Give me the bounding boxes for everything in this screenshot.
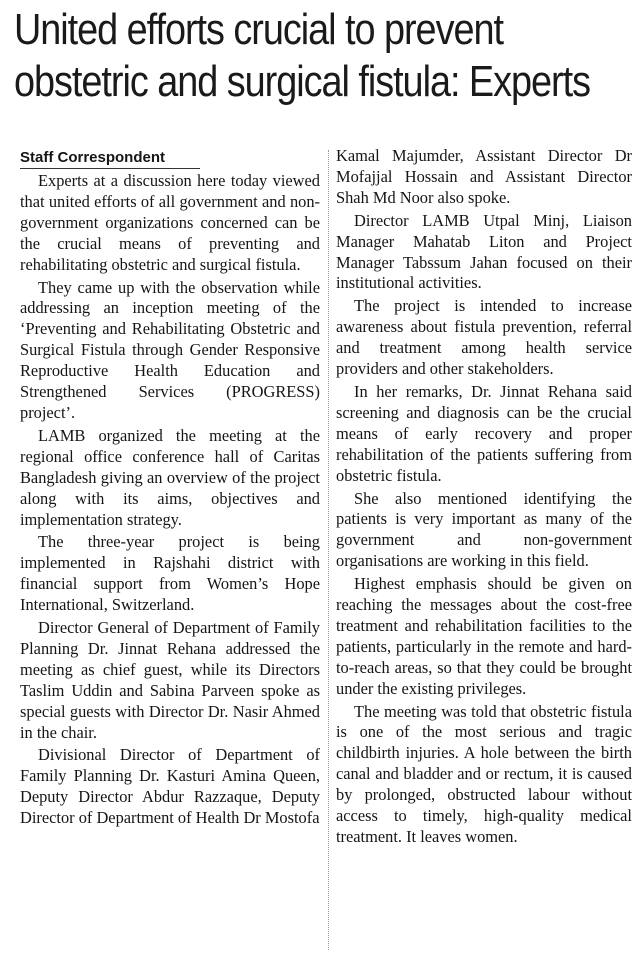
paragraph: Director LAMB Utpal Minj, Liaison Manager Mahatab Liton and Project Manager Tabssum Jahan focused on their institutional activities.	[336, 210, 632, 293]
paragraph: The meeting was told that obstetric fistula is one of the most serious and tragic childbirth injuries. A hole between the birth canal and bladder and or rectum, it is caused by prolonged, obstructed labour without access to timely, high-quality medical treatment. It leaves women.	[336, 701, 632, 846]
paragraph: Experts at a discussion here today viewed that united efforts of all government and non-government organizations concerned can be the crucial means of preventing and rehabilitating obstetric and surgical fistula.	[20, 171, 320, 274]
paragraph-continued: Kamal Majumder, Assistant Director Dr Mofajjal Hossain and Assistant Director Shah Md Noor also spoke.	[336, 146, 632, 207]
article-column-left	[20, 148, 320, 831]
paragraph: She also mentioned identifying the patients is very important as many of the government and non-government organisations are working in this field.	[336, 488, 632, 571]
headline-line-2: obstetric and surgical fistula: Experts	[14, 57, 590, 106]
paragraph: Highest emphasis should be given on reaching the messages about the cost-free treatment and rehabilitation facilities to the patients, particularly in the remote and hard-to-reach areas, so that they could be brought under the existing privileges.	[336, 574, 632, 698]
paragraph: Divisional Director of Department of Family Planning Dr. Kasturi Amina Queen, Deputy Director Abdur Razzaque, Deputy Director of Department of Health Dr Mostofa	[20, 745, 320, 828]
article-column-right	[336, 146, 632, 850]
column-divider	[328, 150, 329, 950]
paragraph: In her remarks, Dr. Jinnat Rehana said screening and diagnosis can be the crucial means of early recovery and proper rehabilitation of the patients suffering from obstetric fistula.	[336, 381, 632, 485]
paragraph: The project is intended to increase awareness about fistula prevention, referral and treatment among health service providers and other stakeholders.	[336, 296, 632, 379]
paragraph: The three-year project is being implemented in Rajshahi district with financial support from Women’s Hope International, Switzerland.	[20, 532, 320, 615]
headline	[14, 4, 590, 108]
byline: Staff Correspondent	[20, 148, 200, 169]
headline-line-1: United efforts crucial to prevent	[14, 5, 503, 54]
paragraph: They came up with the observation while addressing an inception meeting of the ‘Preventing and Rehabilitating Obstetric and Surgical Fistula through Gender Responsive Reproductive Health Education and Strengthened Services (PROGRESS) project’.	[20, 277, 320, 422]
paragraph: LAMB organized the meeting at the regional office conference hall of Caritas Bangladesh giving an overview of the project along with its aims, objectives and implementation strategy.	[20, 425, 320, 529]
paragraph: Director General of Department of Family Planning Dr. Jinnat Rehana addressed the meeting as chief guest, while its Directors Taslim Uddin and Sabina Parveen spoke as special guests with Director Dr. Nasir Ahmed in the chair.	[20, 618, 320, 742]
